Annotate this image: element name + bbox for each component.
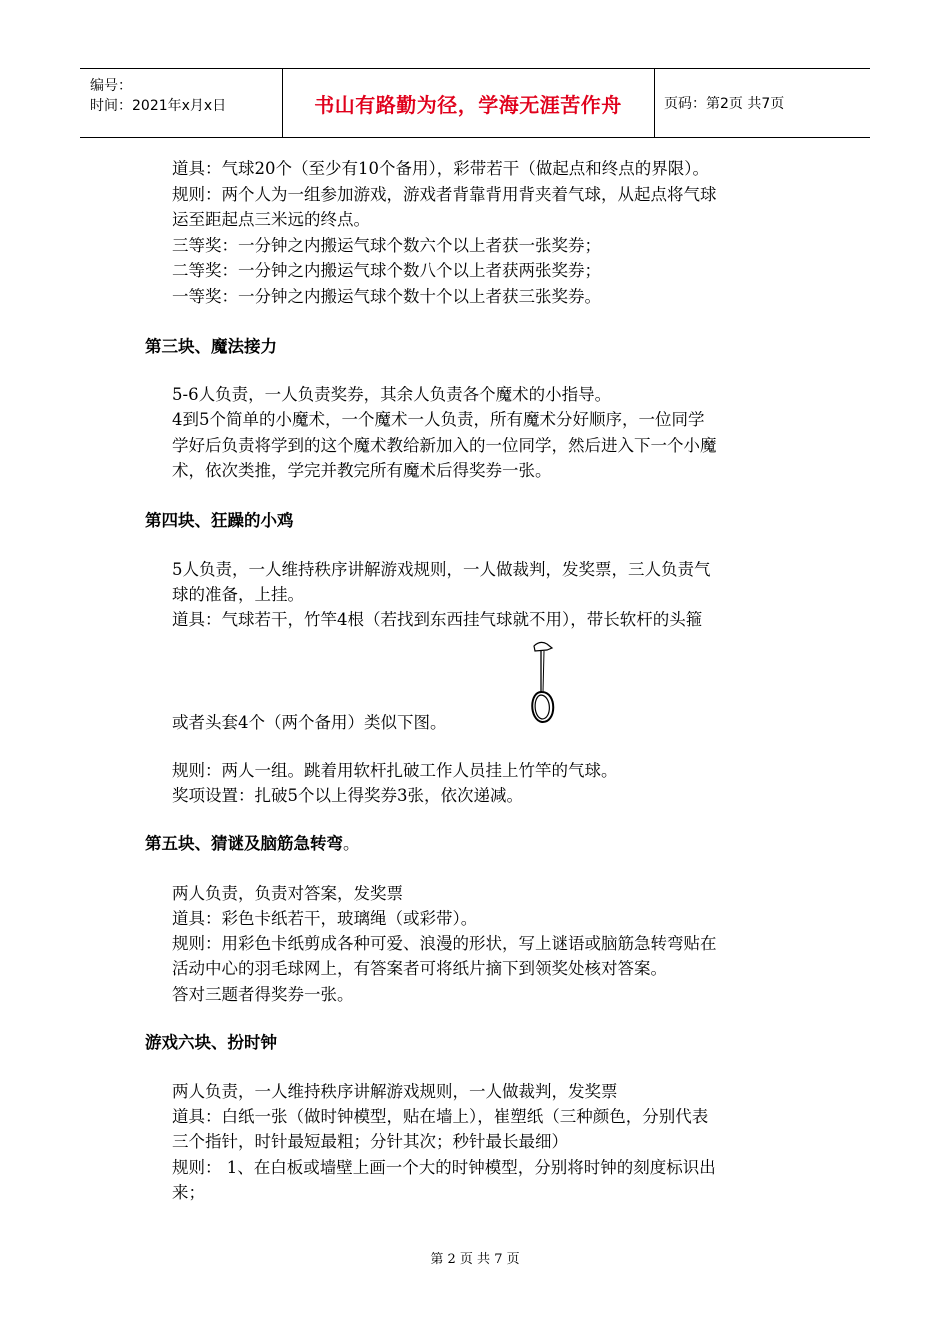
body-line: 奖项设置：扎破5个以上得奖券3张，依次递减。 bbox=[172, 786, 523, 805]
body-line: 二等奖：一分钟之内搬运气球个数八个以上者获两张奖券； bbox=[172, 261, 601, 280]
section-title: 游戏六块、扮时钟 bbox=[145, 1033, 277, 1052]
body-line: 道具：气球若干，竹竿4根（若找到东西挂气球就不用），带长软杆的头箍 bbox=[172, 610, 703, 629]
section-title: 第三块、魔法接力 bbox=[145, 337, 277, 356]
serial-label: 编号： bbox=[90, 78, 132, 94]
body-line: 4到5个简单的小魔术，一个魔术一人负责，所有魔术分好顺序，一位同学 bbox=[172, 410, 705, 429]
body-line: 活动中心的羽毛球网上，有答案者可将纸片摘下到领奖处核对答案。 bbox=[172, 959, 667, 978]
header-page-label: 页码：第2页 共7页 bbox=[664, 96, 785, 112]
page-footer: 第 2 页 共 7 页 bbox=[430, 1252, 520, 1267]
section-title: 第四块、狂躁的小鸡 bbox=[145, 511, 294, 530]
body-line: 规则：用彩色卡纸剪成各种可爱、浪漫的形状，写上谜语或脑筋急转弯贴在 bbox=[172, 934, 717, 953]
body-line: 运至距起点三米远的终点。 bbox=[172, 210, 370, 229]
headband-figure bbox=[525, 640, 565, 730]
section-title-text: 第五块、猜谜及脑筋急转弯 bbox=[145, 834, 343, 853]
date-label: 时间：2021年x月x日 bbox=[90, 98, 227, 114]
body-line: 5人负责，一人维持秩序讲解游戏规则，一人做裁判，发奖票，三人负责气 bbox=[172, 560, 711, 579]
header-motto: 书山有路勤为径，学海无涯苦作舟 bbox=[314, 92, 622, 117]
body-line: 三个指针，时针最短最粗；分针其次；秒针最长最细） bbox=[172, 1132, 568, 1151]
body-line: 三等奖：一分钟之内搬运气球个数六个以上者获一张奖券； bbox=[172, 236, 601, 255]
body-line: 球的准备，上挂。 bbox=[172, 585, 304, 604]
section-title bbox=[145, 833, 360, 855]
body-line: 术，依次类推，学完并教完所有魔术后得奖券一张。 bbox=[172, 461, 552, 480]
body-line: 道具：彩色卡纸若干，玻璃绳（或彩带）。 bbox=[172, 909, 478, 928]
body-line: 两人负责，负责对答案，发奖票 bbox=[172, 884, 403, 903]
body-line: 两人负责，一人维持秩序讲解游戏规则，一人做裁判，发奖票 bbox=[172, 1082, 618, 1101]
body-line: 学好后负责将学到的这个魔术教给新加入的一位同学，然后进入下一个小魔 bbox=[172, 436, 717, 455]
body-line: 道具：气球20个（至少有10个备用），彩带若干（做起点和终点的界限）。 bbox=[172, 159, 709, 178]
body-line: 或者头套4个（两个备用）类似下图。 bbox=[172, 713, 447, 732]
section-title-tail: 。 bbox=[343, 834, 360, 853]
body-line: 规则：两个人为一组参加游戏，游戏者背靠背用背夹着气球，从起点将气球 bbox=[172, 185, 717, 204]
body-line: 规则：两人一组。跳着用软杆扎破工作人员挂上竹竿的气球。 bbox=[172, 761, 618, 780]
body-line: 5-6人负责，一人负责奖券，其余人负责各个魔术的小指导。 bbox=[172, 385, 612, 404]
body-line: 来； bbox=[172, 1183, 205, 1202]
body-line: 一等奖：一分钟之内搬运气球个数十个以上者获三张奖券。 bbox=[172, 287, 601, 306]
body-line: 道具：白纸一张（做时钟模型，贴在墙上），崔塑纸（三种颜色，分别代表 bbox=[172, 1107, 709, 1126]
body-line: 规则： 1、在白板或墙壁上画一个大的时钟模型，分别将时钟的刻度标识出 bbox=[172, 1158, 716, 1177]
body-line: 答对三题者得奖券一张。 bbox=[172, 985, 354, 1004]
